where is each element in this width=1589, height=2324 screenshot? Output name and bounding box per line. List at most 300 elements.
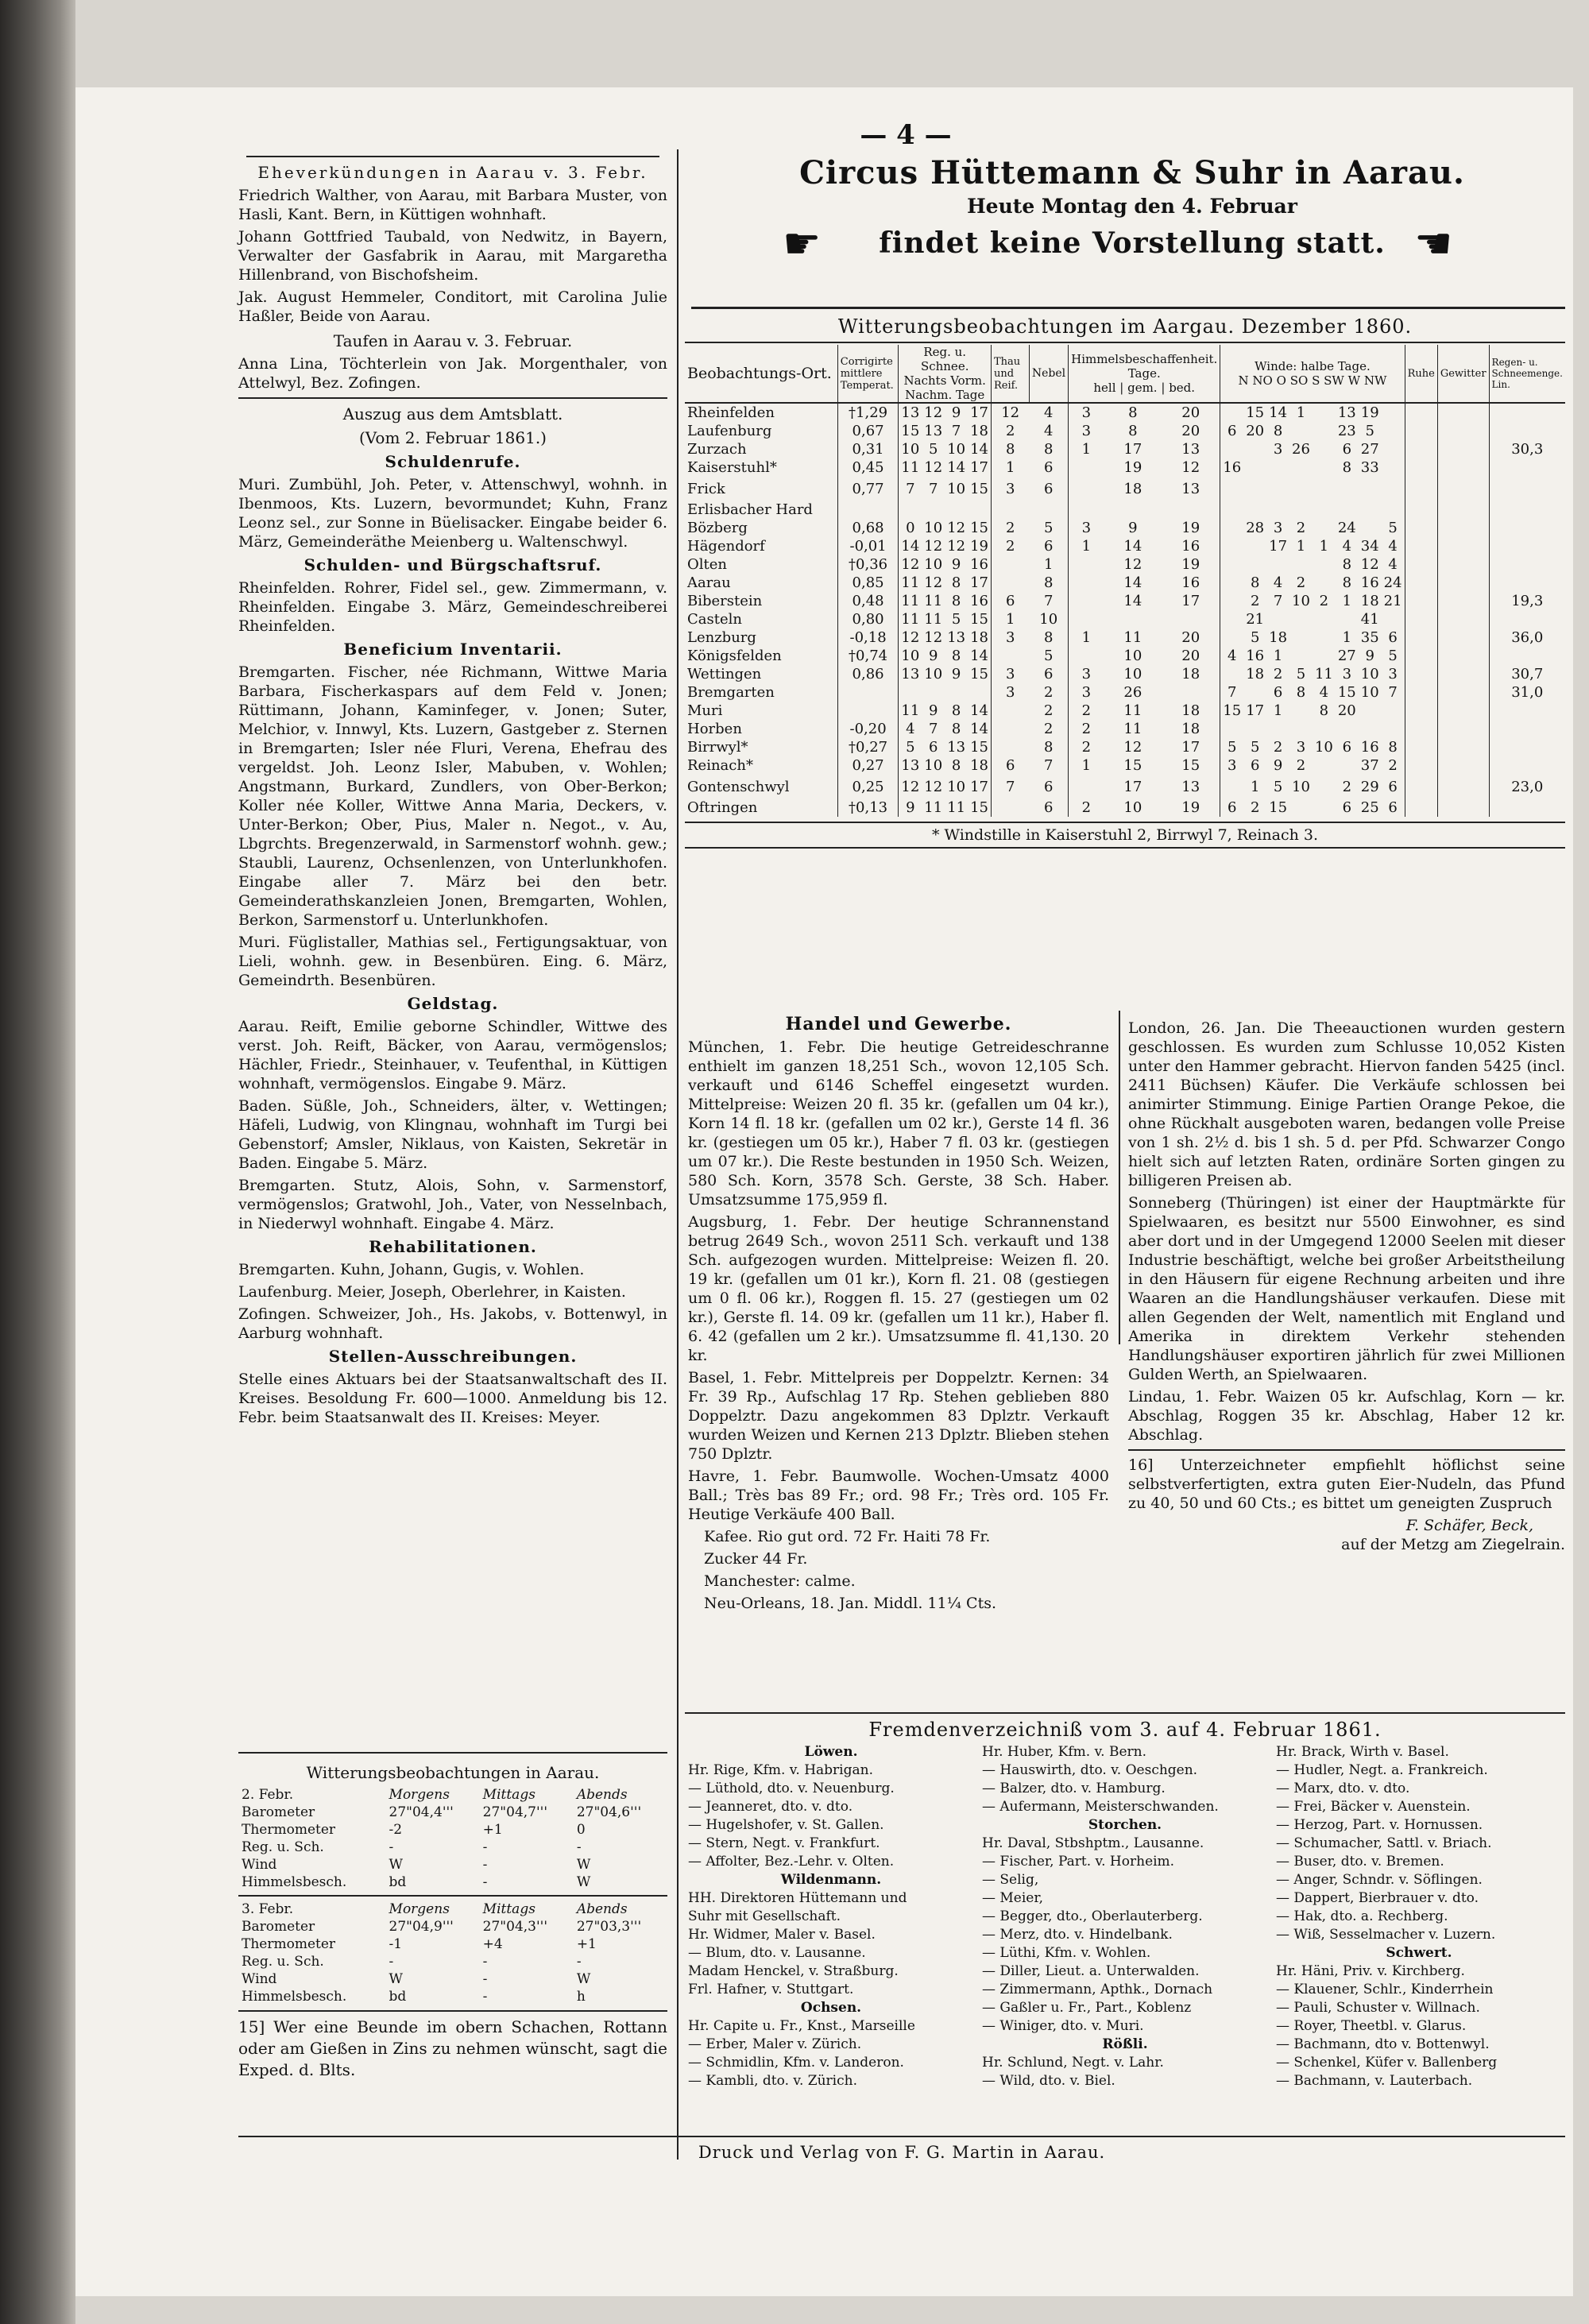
guest-entry: — Wiß, Sesselmacher v. Luzern. [1276, 1927, 1496, 1943]
weather-value: 1 [1029, 555, 1068, 574]
weather-value: 16 [1246, 648, 1265, 664]
weather-value [1266, 610, 1289, 628]
weather-value: 15 [1337, 684, 1356, 701]
weather-value [1382, 458, 1405, 477]
weather-value [1243, 537, 1266, 555]
guest-entry: — Schmidlin, Kfm. v. Landeron. [688, 2055, 904, 2071]
trade-heading: Handel und Gewerbe. [785, 1014, 1012, 1034]
weather-value: 35 [1360, 629, 1379, 646]
station-name: Bözberg [685, 519, 837, 537]
weather-value [1489, 738, 1565, 756]
weather-value: 24 [1382, 574, 1405, 592]
weather-value: 14 [968, 647, 991, 665]
weather-value: 1 [1342, 629, 1352, 646]
weather-value [1313, 799, 1336, 817]
notice-entry: Baden. Süßle, Joh., Schneiders, älter, v. Wettingen; Häfeli, Ludwig, von Klingnau, wohnhaft im Turgi bei Gebenstorf; Amsler, Niklaus, von Kaisten, Sekretär in Baden. Eingabe 5. März. [238, 1097, 667, 1172]
guest-entry: HH. Direktoren Hüttemann und [688, 1890, 907, 1906]
weather-value [1069, 458, 1104, 477]
value: 0 [576, 1822, 586, 1838]
weather-value [1266, 720, 1289, 738]
station-name: Zurzach [685, 440, 837, 458]
weather-value [1243, 440, 1266, 458]
weather-value [1266, 477, 1289, 501]
guest-entry: — Pauli, Schuster v. Willnach. [1276, 2000, 1480, 2016]
weather-value: 15 [968, 799, 991, 817]
weather-value [1313, 477, 1336, 501]
weather-value: 3 [1081, 666, 1092, 683]
station-name: Reinach* [685, 756, 837, 775]
weather-row [685, 683, 1565, 702]
weather-value [1289, 555, 1313, 574]
label: Barometer [242, 1804, 315, 1820]
weather-value: 2 [1081, 739, 1092, 756]
weather-value: 30,7 [1511, 666, 1544, 683]
guest-entry: Hr. Daval, Stbshptm., Lausanne. [982, 1835, 1204, 1851]
weather-value [1104, 501, 1162, 519]
fremden-col-2 [982, 1743, 1268, 2090]
value: h [576, 1989, 586, 2005]
station-name: Erlisbacher Hard [685, 501, 837, 519]
weather-value [1437, 519, 1489, 537]
weather-value: †0,74 [837, 647, 899, 665]
guest-entry: — Kambli, dto. v. Zürich. [688, 2073, 857, 2089]
weather-value: 18 [1246, 666, 1265, 683]
header-bed: bed. [1169, 381, 1196, 395]
weather-value [1069, 501, 1104, 519]
weather-value: 15 [968, 519, 991, 537]
weather-value: 14 [947, 459, 966, 476]
weather-value: 30,3 [1511, 441, 1544, 458]
weather-value: 15 [1123, 757, 1142, 774]
weather-value [1289, 628, 1313, 647]
weather-value [1069, 477, 1104, 501]
circus-ad [699, 153, 1565, 308]
weather-value: 15 [901, 423, 920, 439]
weather-row [685, 799, 1565, 817]
weather-value [1220, 610, 1243, 628]
section-heading: Stellen-Ausschreibungen. [328, 1347, 578, 1366]
weather-value: 0,67 [837, 422, 899, 440]
weather-value: 18 [968, 628, 991, 647]
station-name: Horben [685, 720, 837, 738]
trade-paragraph: Manchester: calme. [704, 1572, 856, 1590]
weather-value: 10 [901, 441, 920, 458]
weather-value [1405, 665, 1437, 683]
weather-value: 12 [924, 459, 943, 476]
guest-entry: — Klauener, Schlr., Kinderrhein [1276, 1982, 1494, 1997]
aarau-weather-table-day2 [238, 1901, 667, 2005]
weather-row [685, 458, 1565, 477]
trade-paragraph: Sonneberg (Thüringen) ist einer der Hauptmärkte für Spielwaaren, es besitzt nur 5500 Einwohner, es sind aber dort und in der Umgegend 12000 Seelen mit dieser Industrie beschäftigt, welche bei großer Arbeitstheilung in den Häusern für eigene Rechnung arbeiten und ihre Waaren an die Handlungshäuser verkaufen. Diese mit allen Gegenden der Welt, namentlich mit England und Amerika in direktem Verkehr stehenden Handlungshäuser exportiren jährlich für zwei Millionen Gulden Werth, an Spielwaaren. [1128, 1194, 1565, 1383]
weather-value: 8 [1029, 628, 1068, 647]
weather-row [685, 403, 1565, 422]
weather-value: 7 [1382, 683, 1405, 702]
value: +1 [482, 1822, 503, 1838]
guest-entry: — Jeanneret, dto. v. dto. [688, 1799, 853, 1815]
weather-value [1289, 610, 1313, 628]
weather-value: 1 [1081, 629, 1092, 646]
weather-value: 5 [1228, 739, 1237, 756]
value: - [482, 1874, 488, 1890]
circus-line2: findet keine Vorstellung statt. [879, 226, 1386, 260]
weather-row [685, 628, 1565, 647]
weather-value: 20 [1162, 403, 1220, 422]
weather-value: 17 [1246, 702, 1265, 719]
weather-value: 17 [1162, 592, 1220, 610]
weather-value: 15 [1269, 799, 1288, 816]
guest-entry: — Schenkel, Küfer v. Ballenberg [1276, 2055, 1498, 2071]
date: 2. Febr. [242, 1787, 294, 1803]
weather-value: 3 [1005, 666, 1015, 683]
label: Himmelsbesch. [242, 1874, 347, 1890]
value: +1 [576, 1936, 597, 1952]
weather-value [1437, 403, 1489, 422]
weather-table-title: Witterungsbeobachtungen im Aargau. Dezember 1860. [837, 315, 1413, 338]
time: Abends [576, 1787, 628, 1803]
weather-value [1405, 738, 1437, 756]
section-heading: Schulden- und Bürgschaftsruf. [303, 555, 602, 574]
weather-value: 28 [1246, 520, 1265, 536]
time: Mittags [482, 1901, 535, 1917]
header-wind: S [1312, 373, 1320, 388]
weather-value [1220, 775, 1243, 799]
notice-entry: Bremgarten. Kuhn, Johann, Gugis, v. Wohlen. [238, 1261, 585, 1278]
weather-value: 16 [1360, 739, 1379, 756]
weather-value [1266, 501, 1289, 519]
hotel-heading: Schwert. [1386, 1945, 1452, 1961]
weather-value: 5 [1250, 629, 1260, 646]
weather-value [1405, 458, 1437, 477]
weather-value: 8 [1342, 574, 1352, 591]
weather-value: 19 [1162, 555, 1220, 574]
civil-entry: Friedrich Walther, von Aarau, mit Barbara Muster, von Hasli, Kant. Bern, in Küttigen wohnhaft. [238, 187, 667, 223]
weather-value: 14 [1269, 404, 1288, 421]
weather-value [1405, 440, 1437, 458]
guest-entry: Hr. Schlund, Negt. v. Lahr. [982, 2055, 1164, 2071]
value: 27"03,3''' [576, 1919, 642, 1935]
weather-value: 11 [1123, 702, 1142, 719]
header-tage: Tage [956, 388, 985, 402]
weather-value: 2 [1382, 756, 1405, 775]
weather-value [922, 501, 945, 519]
weather-value [1069, 610, 1104, 628]
notice-entry: Zofingen. Schweizer, Joh., Hs. Jakobs, v. Bottenwyl, in Aarburg wohnhaft. [238, 1305, 667, 1342]
weather-row [685, 519, 1565, 537]
weather-value: 4 [1319, 684, 1329, 701]
weather-value: 10 [947, 441, 966, 458]
weather-value: 0,31 [837, 440, 899, 458]
weather-value: 12 [1001, 404, 1020, 421]
value: W [576, 1874, 591, 1890]
header-gem: gem. [1127, 381, 1158, 395]
weather-value: 7 [906, 480, 915, 497]
notice-entry: Bremgarten. Fischer, née Richmann, Wittwe Maria Barbara, Fischerkaspars auf dem Feld v. Jonen; Rüttimann, Johann, Kaminfeger, v. Jonen; Suter, Melchior, v. Innwyl, Kts. Luzern, Gastgeber z. Sternen in Bremgarten; Isler née Fluri, Verena, Ehefrau des vergeldst. Joh. Leonz Isler, Mabuben, v. Wohlen; Angstmann, Burkard, Zundlers, von Ober-Berkon; Koller née Koller, Wittwe Anna Maria, Deckers, v. Unter-Berkon; Ober, Pius, Maler n. Negot., v. Au, Lbgrchts. Bregenzerwald, in Sarmenstorf wohnh. gew.; Staubli, Laurenz, Ochsenlenzen, von Unterlunkhofen. Eingabe aller 7. März bei den betr. Gemeinderathskanzleien Jonen, Bremgarten, Wohlen, Berkon, Sarmenstorf u. Unterlunkhofen. [238, 663, 667, 929]
weather-value: 2 [1296, 520, 1306, 536]
label: Himmelsbesch. [242, 1989, 347, 2005]
weather-value: 23,0 [1511, 778, 1544, 795]
weather-value: 8 [1342, 459, 1352, 476]
weather-value: 2 [1250, 593, 1260, 609]
weather-value [1382, 477, 1405, 501]
weather-value: 6 [1273, 684, 1283, 701]
weather-value [1266, 458, 1289, 477]
weather-value: 16 [1162, 574, 1220, 592]
weather-value: 25 [1360, 799, 1379, 816]
guest-entry: — Bachmann, dto v. Bottenwyl. [1276, 2036, 1490, 2052]
circus-line1: Heute Montag den 4. Februar [967, 195, 1297, 218]
weather-value: 9 [1128, 520, 1138, 536]
guest-entry: Hr. Brack, Wirth v. Basel. [1276, 1744, 1449, 1760]
weather-row [685, 738, 1565, 756]
weather-value: 18 [1123, 480, 1142, 497]
trade-paragraph: Augsburg, 1. Febr. Der heutige Schrannenstand betrug 2649 Sch., wovon 2511 Sch. verkauft und 138 Sch. aufgezogen wurden. Mittelpreise: Weizen fl. 20. 19 kr. (gefallen um 01 kr.), Korn fl. 21. 08 (gestiegen um 0 fl. 06 kr.), Roggen fl. 15. 27 (gestiegen um 02 kr.), Gerste fl. 14. 09 kr. (gefallen um 11 kr.), Haber fl. 6. 42 (gefallen um 2 kr.). Umsatzsumme fl. 41,130. 20 kr. [688, 1213, 1109, 1364]
weather-value [1243, 477, 1266, 501]
value: -1 [389, 1936, 403, 1952]
weather-value [992, 702, 1030, 720]
guest-entry: — Buser, dto. v. Bremen. [1276, 1854, 1444, 1870]
guest-entry: — Hudler, Negt. a. Frankreich. [1276, 1762, 1488, 1778]
guest-entry: — Schumacher, Sattl. v. Briach. [1276, 1835, 1492, 1851]
weather-value: 6 [1029, 775, 1068, 799]
weather-row [685, 702, 1565, 720]
weather-value: 3 [1081, 684, 1092, 701]
weather-value: 18 [1269, 629, 1288, 646]
weather-value [1313, 756, 1336, 775]
weather-value: 16 [1162, 537, 1220, 555]
weather-value: 15 [1162, 756, 1220, 775]
guest-entry: — Fischer, Part. v. Horheim. [982, 1854, 1175, 1870]
weather-value: 8 [1342, 556, 1352, 573]
weather-value: 31,0 [1511, 684, 1544, 701]
section-heading: Rehabilitationen. [369, 1237, 537, 1256]
weather-value [1437, 683, 1489, 702]
weather-value [1162, 610, 1220, 628]
weather-value: 1 [1296, 538, 1306, 555]
value: -2 [389, 1822, 403, 1838]
weather-value: 3 [1342, 666, 1352, 683]
weather-value: 6 [1342, 799, 1352, 816]
weather-value: 41 [1360, 611, 1379, 628]
guest-entry: — Balzer, dto. v. Hamburg. [982, 1781, 1166, 1796]
weather-value: 8 [951, 757, 961, 774]
weather-value: 2 [1273, 666, 1283, 683]
weather-value: 21 [1382, 592, 1405, 610]
guest-entry: Hr. Häni, Priv. v. Kirchberg. [1276, 1963, 1465, 1979]
weather-value: 10 [1292, 778, 1310, 795]
guest-entry: — Stern, Negt. v. Frankfurt. [688, 1835, 880, 1851]
weather-value [1382, 403, 1405, 422]
weather-value: 18 [1162, 702, 1220, 720]
guest-entry: Frl. Hafner, v. Stuttgart. [688, 1982, 854, 1997]
header-reg-group [899, 345, 992, 403]
weather-value: 1 [1342, 593, 1352, 609]
weather-value: 6 [1029, 477, 1068, 501]
weather-value: 8 [1029, 440, 1068, 458]
value: - [482, 1971, 488, 1987]
weather-value [1437, 440, 1489, 458]
weather-value: †0,27 [837, 738, 899, 756]
weather-value [992, 799, 1030, 817]
weather-value [1437, 799, 1489, 817]
guest-entry: — Zimmermann, Apthk., Dornach [982, 1982, 1213, 1997]
guest-entry: — Anger, Schndr. v. Söflingen. [1276, 1872, 1483, 1888]
weather-value [1313, 555, 1336, 574]
civil-header: Eheverkündungen in Aarau v. 3. Febr. [257, 163, 648, 182]
weather-value: 7 [929, 480, 938, 497]
trade-paragraph: London, 26. Jan. Die Theeauctionen wurden gestern geschlossen. Es wurden zum Schlusse 10,052 Kisten unter den Hammer gebracht. Hiervon fanden 5425 (incl. 2411 Büchsen) Käufer. Die Verkäufe schlossen bei animirter Stimmung. Einige Partien Orange Pekoe, die ohne Rückhalt ausgeboten waren, bedangen volle Preise von 1 sh. 2½ d. bis 1 sh. 5 d. per Pfd. Schwarzer Congo hielt sich auf letzten Raten, ordinäre Sorten gingen zu billigeren Preisen ab. [1128, 1019, 1565, 1189]
weather-value: 12 [924, 574, 943, 591]
weather-value [1489, 477, 1565, 501]
weather-value: 12 [901, 629, 920, 646]
weather-value: 6 [929, 739, 938, 756]
guest-entry: — Gaßler u. Fr., Part., Koblenz [982, 2000, 1192, 2016]
weather-value [1405, 756, 1437, 775]
weather-value [1243, 720, 1266, 738]
weather-value: 10 [901, 648, 920, 664]
weather-value: 9 [929, 648, 938, 664]
weather-value [1359, 720, 1382, 738]
weather-value: 2 [1081, 721, 1092, 737]
weather-value: 0,27 [837, 756, 899, 775]
weather-value: 1 [1250, 778, 1260, 795]
weather-value: 36,0 [1511, 629, 1544, 646]
aarau-weather [238, 1758, 667, 2084]
station-name: Gontenschwyl [685, 775, 837, 799]
section-heading: Beneficium Inventarii. [343, 640, 563, 659]
weather-value [1405, 592, 1437, 610]
weather-value [1243, 458, 1266, 477]
weather-value [1437, 628, 1489, 647]
weather-value: 20 [1162, 628, 1220, 647]
weather-value: 10 [924, 757, 943, 774]
pointing-hand-left-icon: ☚ [1414, 218, 1453, 269]
hotel-heading: Wildenmann. [780, 1872, 882, 1888]
weather-value: 10 [1123, 648, 1142, 664]
weather-value [899, 501, 922, 519]
weather-value [1489, 720, 1565, 738]
header-winde-label: Winde: halbe Tage. [1255, 359, 1371, 373]
time: Morgens [389, 1787, 450, 1803]
weather-value [1313, 628, 1336, 647]
weather-value [1336, 756, 1359, 775]
weather-value: 12 [901, 778, 920, 795]
weather-value: 11 [901, 593, 920, 609]
weather-value [1069, 775, 1104, 799]
guest-entry: — Erber, Maler v. Zürich. [688, 2036, 862, 2052]
weather-value [1489, 702, 1565, 720]
weather-value: 13 [901, 666, 920, 683]
guest-entry: — Hugelshofer, v. St. Gallen. [688, 1817, 884, 1833]
weather-value: 1 [1081, 441, 1092, 458]
weather-value [1220, 440, 1243, 458]
station-name: Königsfelden [685, 647, 837, 665]
weather-value: 8 [951, 648, 961, 664]
weather-value: 5 [1382, 519, 1405, 537]
guest-entry: — Begger, dto., Oberlauterberg. [982, 1908, 1203, 1924]
weather-row [685, 555, 1565, 574]
weather-value: 2 [1029, 702, 1068, 720]
weather-value: 1 [1319, 538, 1329, 555]
weather-value [1313, 403, 1336, 422]
value: - [482, 1857, 488, 1873]
header-reg-label: Reg. u. Schnee. [920, 345, 969, 373]
weather-value: 16 [1223, 459, 1242, 476]
notice-entry: Muri. Zumbühl, Joh. Peter, v. Attenschwyl, wohnh. in Ibenmoos, Kts. Luzern, bevormundet; Kuhn, Franz Leonz sel., zur Sonne in Büelisacker. Eingabe beider 6. März, Gemeinderäthe Meienberg u. Waltenschwyl. [238, 476, 667, 551]
weather-value: 3 [1081, 520, 1092, 536]
weather-value [1437, 574, 1489, 592]
weather-value [1437, 422, 1489, 440]
weather-value [1437, 647, 1489, 665]
label: Barometer [242, 1919, 315, 1935]
weather-value: 17 [968, 574, 991, 592]
page-number: — 4 — [860, 119, 952, 151]
weather-value: 16 [968, 592, 991, 610]
guest-entry: — Meier, [982, 1890, 1044, 1906]
weather-value: 24 [1337, 520, 1356, 536]
guest-entry: Hr. Capite u. Fr., Knst., Marseille [688, 2018, 915, 2034]
weather-value: 3 [1296, 739, 1306, 756]
weather-value: 4 [1382, 537, 1405, 555]
weather-value [1220, 519, 1243, 537]
weather-value: 12 [924, 629, 943, 646]
weather-value [1437, 738, 1489, 756]
weather-value [1289, 477, 1313, 501]
weather-value: 18 [968, 422, 991, 440]
circus-title: Circus Hüttemann & Suhr in Aarau. [799, 154, 1465, 191]
weather-value: 2 [1273, 739, 1283, 756]
date: 3. Febr. [242, 1901, 294, 1917]
weather-value [1405, 647, 1437, 665]
weather-value: 19 [1123, 459, 1142, 476]
weather-value: 27 [1337, 648, 1356, 664]
weather-value: 6 [1005, 757, 1015, 774]
header-himmel-group: Himmelsbeschaffenheit. Tage. hell | gem. | bed. [1069, 345, 1220, 403]
weather-value: 17 [1269, 538, 1288, 555]
column-divider [677, 149, 679, 2160]
weather-value: 8 [1128, 404, 1138, 421]
weather-value [1029, 501, 1068, 519]
fremden [688, 1716, 1562, 2089]
weather-value [1313, 422, 1336, 440]
time: Abends [576, 1901, 628, 1917]
weather-value: 13 [1162, 477, 1220, 501]
weather-value [1220, 665, 1243, 683]
header-ruhe: Ruhe [1405, 345, 1437, 403]
guest-entry: — Diller, Lieut. a. Unterwalden. [982, 1963, 1200, 1979]
weather-value: 2 [1296, 757, 1306, 774]
header-wind: SW [1324, 373, 1344, 388]
fremden-col-1 [688, 1743, 974, 2090]
guest-entry: Suhr mit Gesellschaft. [688, 1908, 841, 1924]
trade-right [1128, 1019, 1565, 1554]
weather-value [1489, 756, 1565, 775]
station-name: Oftringen [685, 799, 837, 817]
weather-value: 0,77 [837, 477, 899, 501]
weather-row [685, 592, 1565, 610]
weather-value: 5 [951, 611, 961, 628]
header-wind: NW [1363, 373, 1387, 388]
weather-value [1220, 477, 1243, 501]
left-column [238, 157, 667, 1430]
weather-value [1220, 403, 1243, 422]
weather-value: 1 [1273, 702, 1283, 719]
weather-value: 8 [951, 593, 961, 609]
weather-value: 2 [1081, 799, 1092, 816]
weather-value: 7 [1005, 778, 1015, 795]
station-name: Biberstein [685, 592, 837, 610]
weather-value [1405, 519, 1437, 537]
weather-value: 15 [968, 665, 991, 683]
